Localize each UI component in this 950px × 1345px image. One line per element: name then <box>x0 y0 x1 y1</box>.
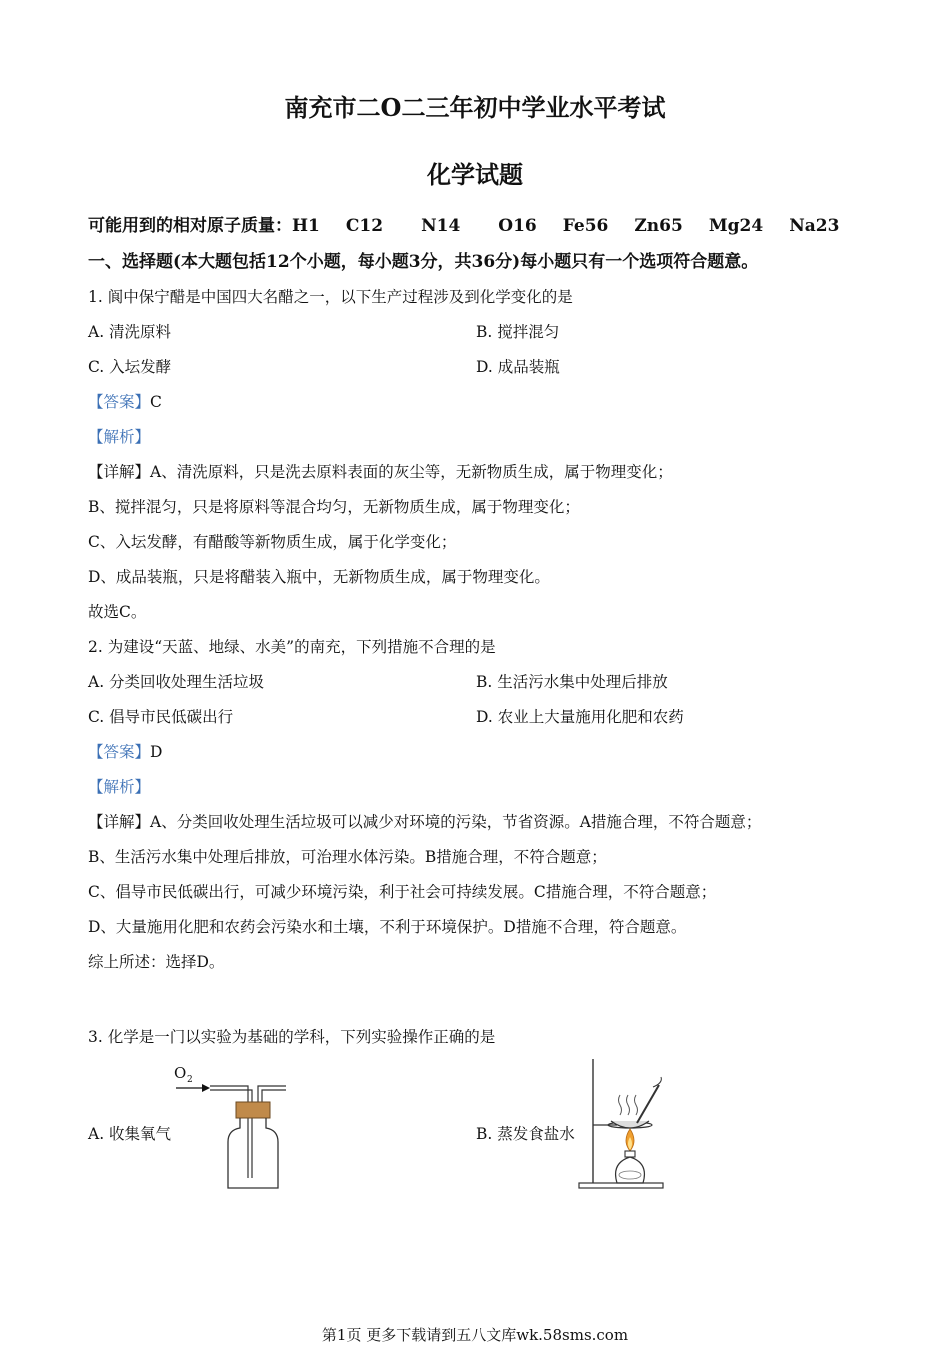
evaporation-apparatus <box>575 1055 670 1195</box>
q1-detail-0 <box>88 460 673 482</box>
q3-option-b: B. 蒸发食盐水 <box>476 1125 575 1143</box>
q2-option-a: A. 分类回收处理生活垃圾 <box>88 673 265 691</box>
q2-detail-1: B、生活污水集中处理后排放，可治理水体污染。B措施合理，不符合题意； <box>88 848 607 866</box>
q2-conclusion: 综上所述：选择D。 <box>88 953 225 971</box>
stopper <box>236 1102 270 1118</box>
q1-option-c: C. 入坛发酵 <box>88 358 172 376</box>
q1-option-b: B. 搅拌混匀 <box>476 323 560 341</box>
q2-option-b: B. 生活污水集中处理后排放 <box>476 673 668 691</box>
q1-conclusion: 故选C。 <box>88 603 147 621</box>
answer-tag: 【答案】 <box>88 743 151 761</box>
mass-item: O16 <box>498 216 537 236</box>
mass-item: Fe56 <box>562 216 609 236</box>
q2-detail-2: C、倡导市民低碳出行，可减少环境污染，利于社会可持续发展。C措施合理，不符合题意； <box>88 883 717 901</box>
arrow-head-icon <box>202 1084 210 1092</box>
oxygen-subscript: 2 <box>187 1075 193 1085</box>
q1-option-d: D. 成品装瓶 <box>476 358 560 376</box>
evaporation-diagram <box>575 1055 670 1195</box>
gas-collection-apparatus <box>170 1058 300 1198</box>
page-subtitle: 化学试题 <box>427 160 523 189</box>
q2-option-c: C. 倡导市民低碳出行 <box>88 708 234 726</box>
question-2-stem: 2. 为建设“天蓝、地绿、水美”的南充，下列措施不合理的是 <box>88 638 496 656</box>
mass-item: Mg24 <box>708 216 764 236</box>
page-footer: 第1页 更多下载请到五八文库wk.58sms.com <box>321 1326 629 1344</box>
atomic-masses <box>88 211 865 236</box>
q1-answer <box>88 390 162 412</box>
glass-rod <box>637 1085 659 1123</box>
masses-label: 可能用到的相对原子质量： <box>88 216 292 236</box>
oxygen-label: O <box>174 1064 187 1082</box>
stand-base <box>579 1183 663 1188</box>
q2-detail-0 <box>88 810 761 832</box>
answer-tag: 【答案】 <box>88 393 151 411</box>
gas-bottle-diagram <box>170 1058 300 1198</box>
q1-detail-3: D、成品装瓶，只是将醋装入瓶中，无新物质生成，属于物理变化。 <box>88 568 550 586</box>
detail-tag: 【详解】 <box>88 813 151 831</box>
detail-text: A、分类回收处理生活垃圾可以减少对环境的污染，节省资源。A措施合理，不符合题意； <box>150 813 762 831</box>
detail-tag: 【详解】 <box>88 463 151 481</box>
q3-option-a: A. 收集氧气 <box>88 1125 172 1143</box>
question-3-stem: 3. 化学是一门以实验为基础的学科，下列实验操作正确的是 <box>88 1028 496 1046</box>
section-heading: 一、选择题(本大题包括12个小题，每小题3分，共36分)每小题只有一个选项符合题意。 <box>88 252 759 272</box>
q2-analysis-tag: 【解析】 <box>88 778 151 796</box>
answer-value: C <box>150 393 162 411</box>
q2-option-d: D. 农业上大量施用化肥和农药 <box>476 708 684 726</box>
q1-analysis-tag: 【解析】 <box>88 428 151 446</box>
question-1-stem: 1. 阆中保宁醋是中国四大名醋之一，以下生产过程涉及到化学变化的是 <box>88 288 573 306</box>
q1-detail-1: B、搅拌混匀，只是将原料等混合均匀，无新物质生成，属于物理变化； <box>88 498 580 516</box>
q2-detail-3: D、大量施用化肥和农药会污染水和土壤，不利于环境保护。D措施不合理，符合题意。 <box>88 918 687 936</box>
answer-value: D <box>150 743 163 761</box>
mass-item: N14 <box>421 216 461 236</box>
q2-answer <box>88 740 162 762</box>
detail-text: A、清洗原料，只是洗去原料表面的灰尘等，无新物质生成，属于物理变化； <box>150 463 673 481</box>
mass-item: Zn65 <box>634 216 683 236</box>
mass-item: Na23 <box>789 216 840 236</box>
bottle <box>228 1118 278 1188</box>
q1-detail-2: C、入坛发酵，有醋酸等新物质生成，属于化学变化； <box>88 533 457 551</box>
page-title: 南充市二O二三年初中学业水平考试 <box>284 93 666 122</box>
mass-item: H1 <box>292 216 320 236</box>
mass-item: C12 <box>345 216 384 236</box>
q1-option-a: A. 清洗原料 <box>88 323 172 341</box>
